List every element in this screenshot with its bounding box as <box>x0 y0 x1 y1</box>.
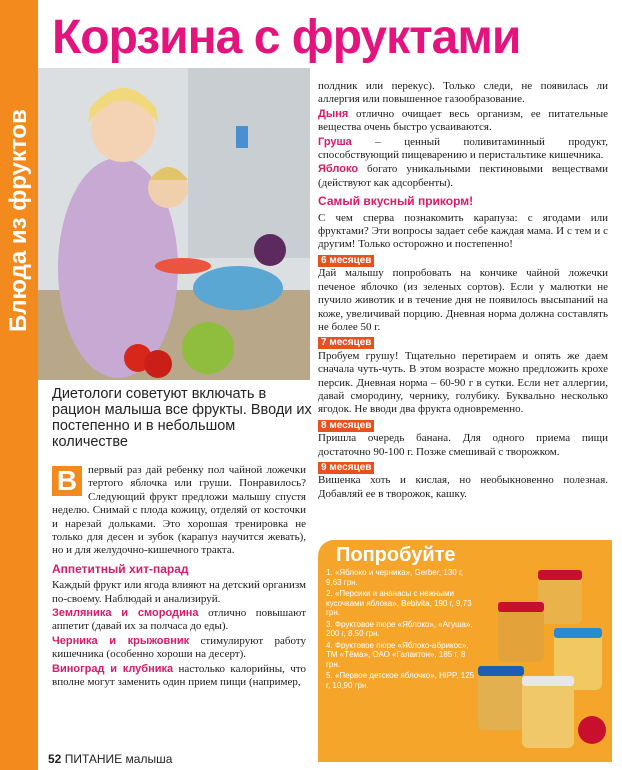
section-label: Блюда из фруктов <box>5 109 32 332</box>
intro-paragraph <box>52 464 306 558</box>
month-text: Вишенка хоть и кислая, но необыкновенно полезная. Добавляй ее в творожок, кашку. <box>318 474 608 500</box>
promo-item: 1. «Яблоко и черника», Gerber, 130 г, 9,63 грн. <box>326 568 464 587</box>
fruit-item: Груша – ценный поливитаминный продукт, способствующий пищеварению и перистальтике кишечника. <box>318 135 608 162</box>
fruit-item: Дыня отлично очищает весь организм, ее питательные вещества очень быстро усваиваются. <box>318 107 608 134</box>
fruit-item: Яблоко богато уникальными пектиновыми веществами (действуют как адсорбенты). <box>318 163 608 189</box>
section-sidebar <box>0 0 38 770</box>
month-tag: 8 месяцев <box>318 420 374 432</box>
fruit-item: Виноград и клубника настолько калорийны, что вполне могут заменить один прием пищи (например, <box>52 662 306 689</box>
right-column <box>318 80 608 502</box>
month-text: Пришла очередь банана. Для одного приема пищи достаточно 90-100 г. Позже смешивай с творожком. <box>318 432 608 458</box>
promo-box <box>318 540 612 762</box>
promo-item: 2. «Персики и ананасы с нежными кусочками яблока», Bebivita, 190 г, 9,73 грн. <box>326 589 472 617</box>
page-title: Корзина с фруктами <box>52 11 521 64</box>
magazine-name-2: малыша <box>125 752 173 766</box>
section2-intro: С чем сперва познакомить карапуза: с ягодами или фруктами? Эти вопросы задает себе каждая мама. И с тем и с другим! Только осторожно и постепенно! <box>318 211 608 251</box>
fruit-item: Черника и крыжовник стимулируют работу кишечника (особенно хороши на десерт). <box>52 634 306 661</box>
continued-text: полдник или перекус). Только следи, не появилась ли аллергия или повышенное газообразование. <box>318 80 608 106</box>
fruit-item: Земляника и смородина отлично повышают аппетит (давай их за полчаса до еды). <box>52 607 306 633</box>
month-tag: 9 месяцев <box>318 462 374 474</box>
month-text: Пробуем грушу! Тщательно перетираем и опять же даем сначала чуть-чуть. В этом возрасте можно предложить крохе персик. Дневная норма – 60-90 г в сутки. Если нет аллергии, давай смородину, чернику, голубику. Буквально несколько ягодок. Не вводи два фрукта одновременно. <box>318 349 608 416</box>
promo-item: 5. «Первое детское яблочко», HiPP, 125 г, 10,90 грн. <box>326 671 475 690</box>
intro-text: первый раз дай ребенку пол чайной ложечки тертого яблочка или груши. Понравилось? Следующий фрукт предложи малышу спустя неделю. Снимай с плода кожицу, отделяй от косточки и нарезай дольками. Это хорошая тренировка не только для десен и зубок (карапуз научится жевать), но и для желудочно-кишечного тракта. <box>52 464 306 557</box>
page-number: 52 <box>48 752 62 766</box>
promo-list <box>326 568 476 692</box>
month-tag: 7 месяцев <box>318 337 374 349</box>
month-text: Дай малышу попробовать на кончике чайной ложечки печеное яблочко (из зеленых сортов). Если у малютки не пучило животик и в течение дня не появилось высыпаний на коже, увеличивай порцию. Дневная норма должна составлять не более 50 г. <box>318 267 608 333</box>
promo-title: Попробуйте <box>336 544 456 566</box>
promo-item: 3. Фруктовое пюре «Яблоко», «Агуша», 200 г, 8,50 грн. <box>326 619 473 638</box>
section2-heading: Самый вкусный прикорм! <box>318 194 474 209</box>
article-photo <box>38 68 310 380</box>
page-footer <box>48 752 172 766</box>
dropcap: В <box>52 466 82 496</box>
section1-text: Каждый фрукт или ягода влияют на детский организм по-своему. Наблюдай и анализируй. <box>52 579 306 605</box>
section1-heading: Аппетитный хит-парад <box>52 561 189 576</box>
promo-item: 4. Фруктовое пюре «Яблоко-абрикос», ТМ «Тёма», ОАО «Галактон», 185 г, 8 грн. <box>326 640 469 669</box>
month-tag: 6 месяцев <box>318 255 374 267</box>
lead-text: Диетологи советуют включать в рацион малыша все фрукты. Вводи их постепенно и в небольшом количестве <box>52 386 312 450</box>
baby-food-jars-image <box>478 566 608 756</box>
magazine-name: ПИТАНИЕ <box>64 752 123 766</box>
left-column <box>52 464 306 691</box>
